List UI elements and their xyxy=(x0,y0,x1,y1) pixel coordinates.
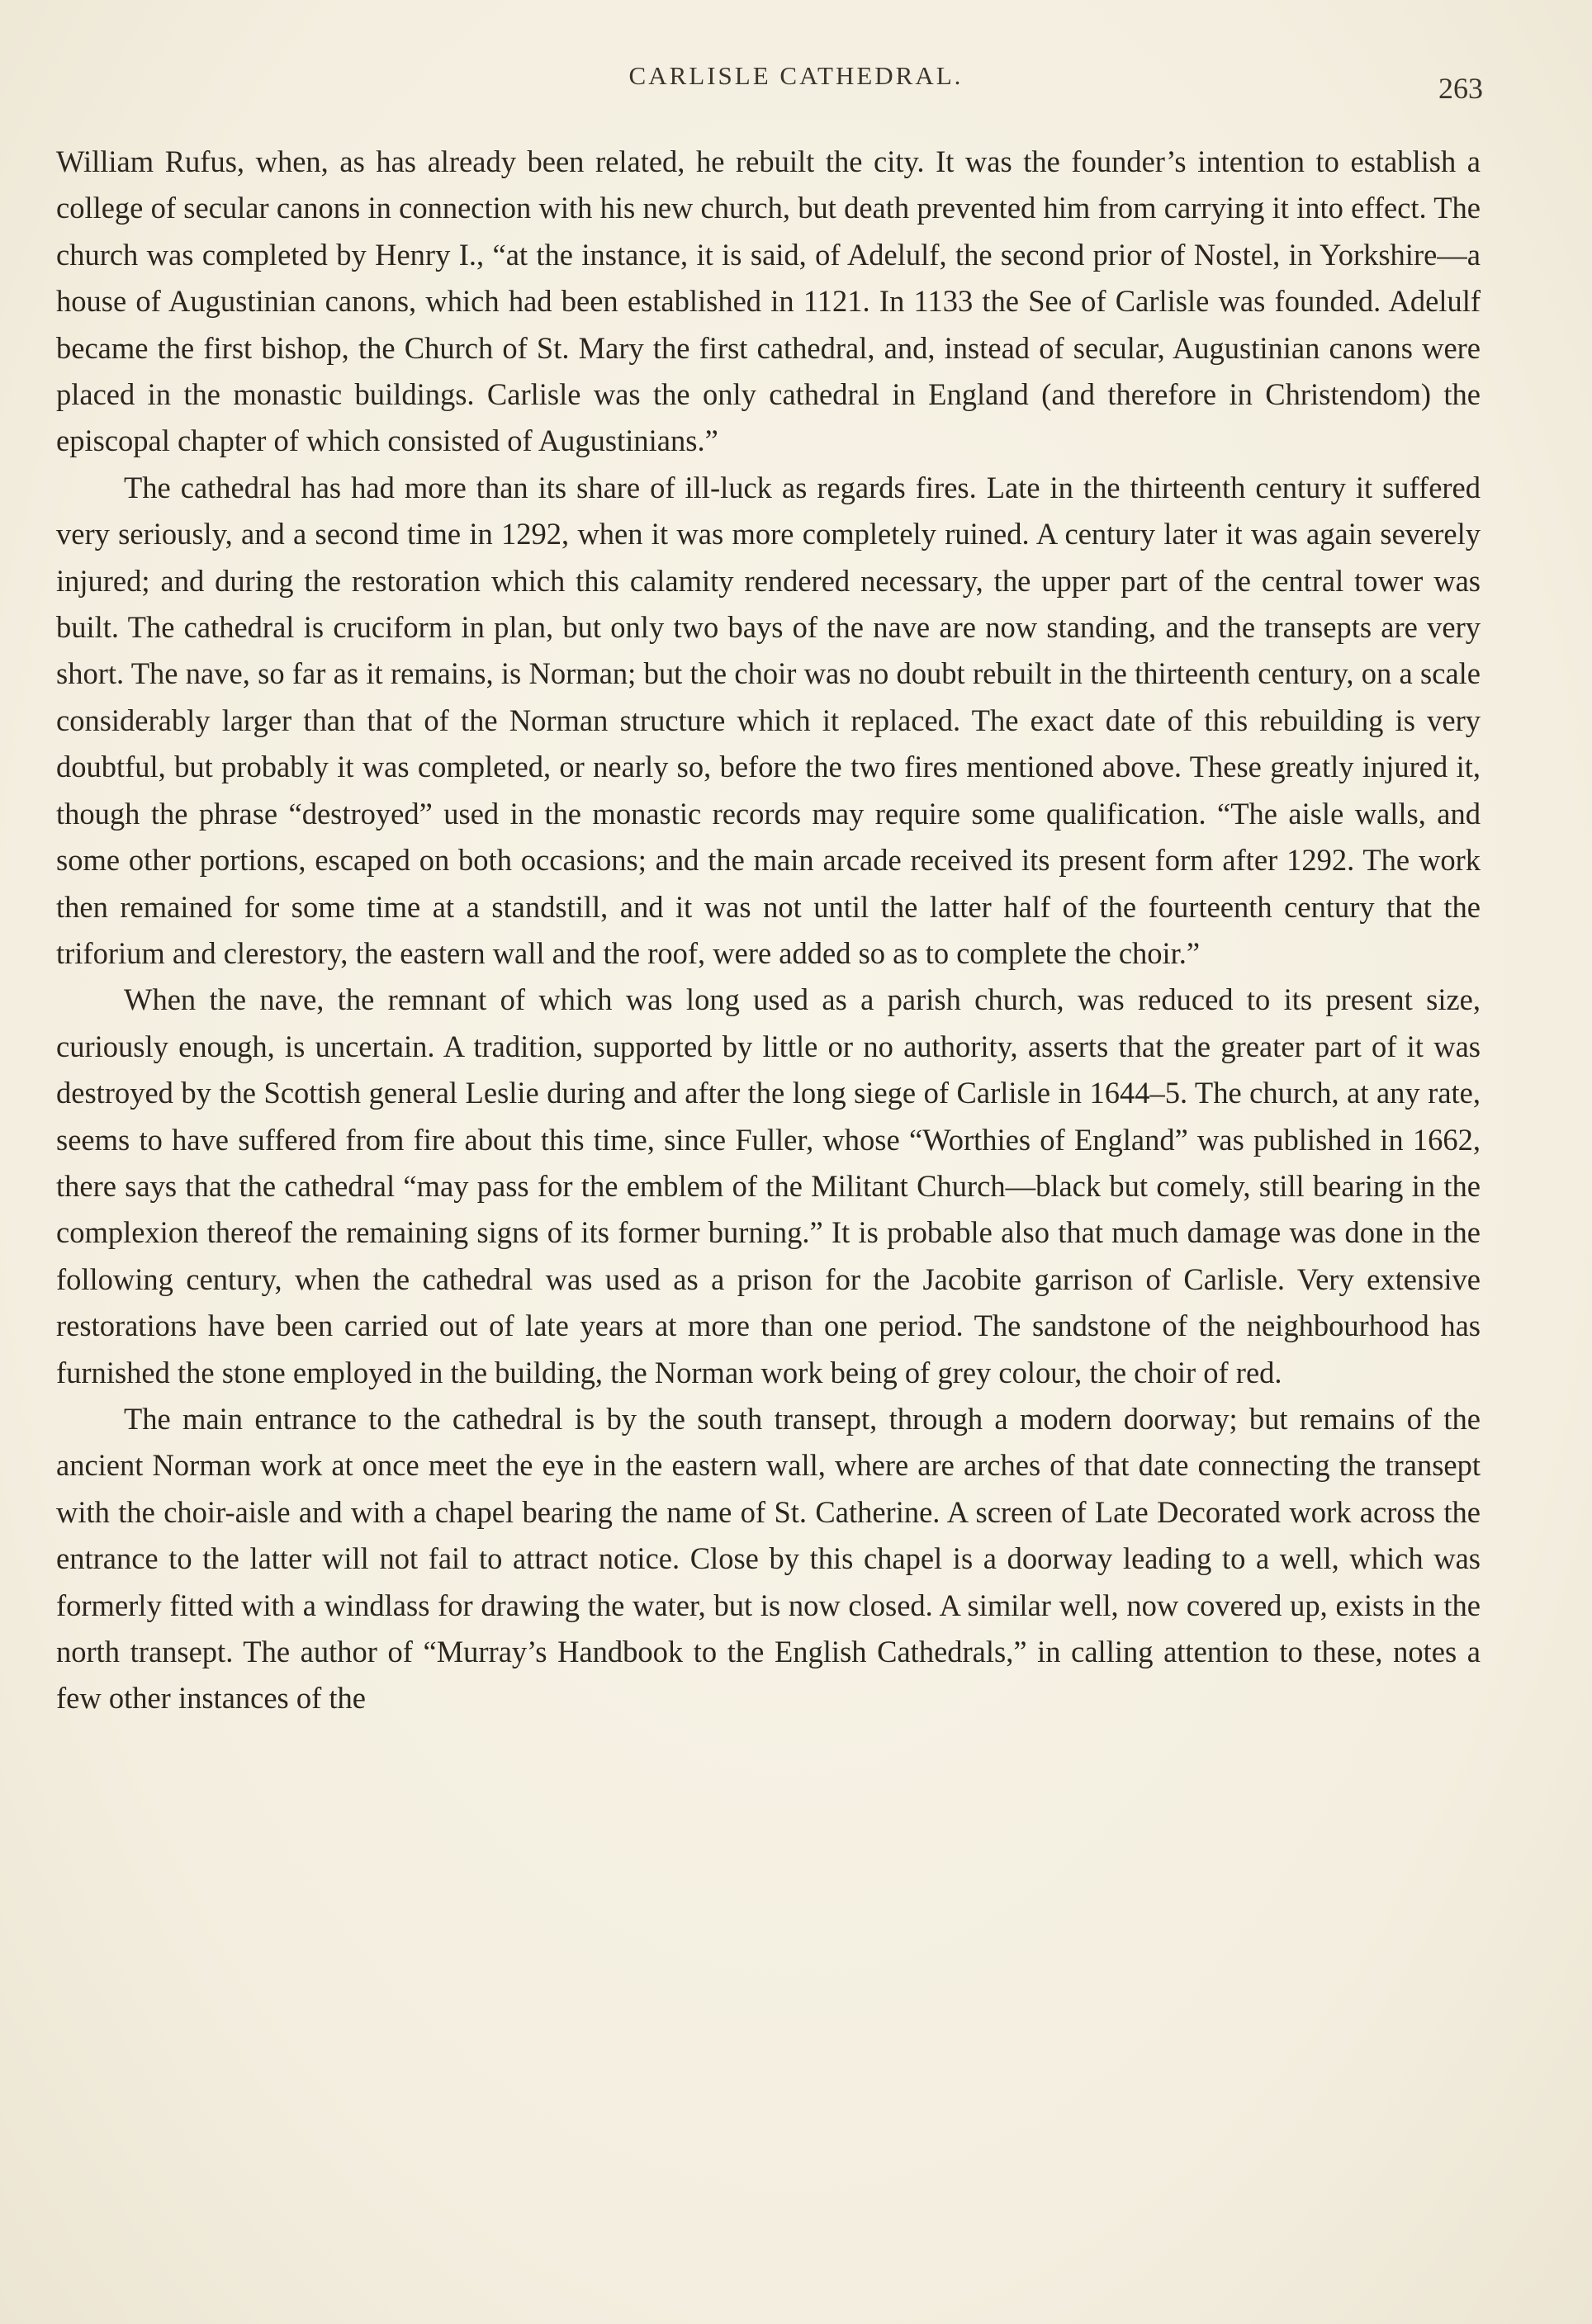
paragraph-4: The main entrance to the cathedral is by the south transept, through a modern doorway; but remains of the ancient Norman work at once meet the eye in the eastern wall, where are arches of that date connecting the transept with the choir-aisle and with a chapel bearing the name of St. Catherine. A screen of Late Decorated work across the entrance to the latter will not fail to attract notice. Close by this chapel is a doorway leading to a well, which was formerly fitted with a windlass for drawing the water, but is now closed. A similar well, now covered up, exists in the north transept. The author of “Murray’s Handbook to the English Cathedrals,” in calling attention to these, notes a few other instances of the xyxy=(56,1401,1481,1716)
body-text xyxy=(56,139,1481,1722)
paragraph-1: William Rufus, when, as has already been related, he rebuilt the city. It was the founder’s intention to establish a college of secular canons in connection with his new church, but death prevented him from carrying it into effect. The church was completed by Henry I., “at the instance, it is said, of Adelulf, the second prior of Nostel, in Yorkshire—a house of Augustinian canons, which had been established in 1121. In 1133 the See of Carlisle was founded. Adelulf became the first bishop, the Church of St. Mary the first cathedral, and, instead of secular, Augustinian canons were placed in the monastic buildings. Carlisle was the only cathedral in England (and therefore in Christendom) the episcopal chapter of which consisted of Augustinians.” xyxy=(56,144,1481,458)
running-title: CARLISLE CATHEDRAL. xyxy=(628,61,964,90)
paragraph-3: When the nave, the remnant of which was long used as a parish church, was reduced to its present size, curiously enough, is uncertain. A tradition, supported by little or no authority, asserts that the greater part of it was destroyed by the Scottish general Leslie during and after the long siege of Carlisle in 1644–5. The church, at any rate, seems to have suffered from fire about this time, since Fuller, whose “Worthies of England” was published in 1662, there says that the cathedral “may pass for the emblem of the Militant Church—black but comely, still bearing in the complexion thereof the remaining signs of its former burning.” It is probable also that much damage was done in the following century, when the cathedral was used as a prison for the Jacobite garrison of Carlisle. Very extensive restorations have been carried out of late years at more than one period. The sandstone of the neighbourhood has furnished the stone employed in the building, the Norman work being of grey colour, the choir of red. xyxy=(56,982,1481,1389)
running-head xyxy=(0,61,1592,105)
page-number: 263 xyxy=(1438,72,1483,105)
paragraph-2: The cathedral has had more than its share of ill-luck as regards fires. Late in the thirteenth century it suffered very seriously, and a second time in 1292, when it was more completely ruined. A century later it was again severely injured; and during the restoration which this calamity rendered necessary, the upper part of the central tower was built. The cathedral is cruciform in plan, but only two bays of the nave are now standing, and the transepts are very short. The nave, so far as it remains, is Norman; but the choir was no doubt rebuilt in the thirteenth century, on a scale considerably larger than that of the Norman structure which it replaced. The exact date of this rebuilding is very doubtful, but probably it was completed, or nearly so, before the two fires mentioned above. These greatly injured it, though the phrase “destroyed” used in the monastic records may require some qualification. “The aisle walls, and some other portions, escaped on both occasions; and the main arcade received its present form after 1292. The work then remained for some time at a standstill, and it was not until the latter half of the fourteenth century that the triforium and clerestory, the eastern wall and the roof, were added so as to complete the choir.” xyxy=(56,470,1481,970)
